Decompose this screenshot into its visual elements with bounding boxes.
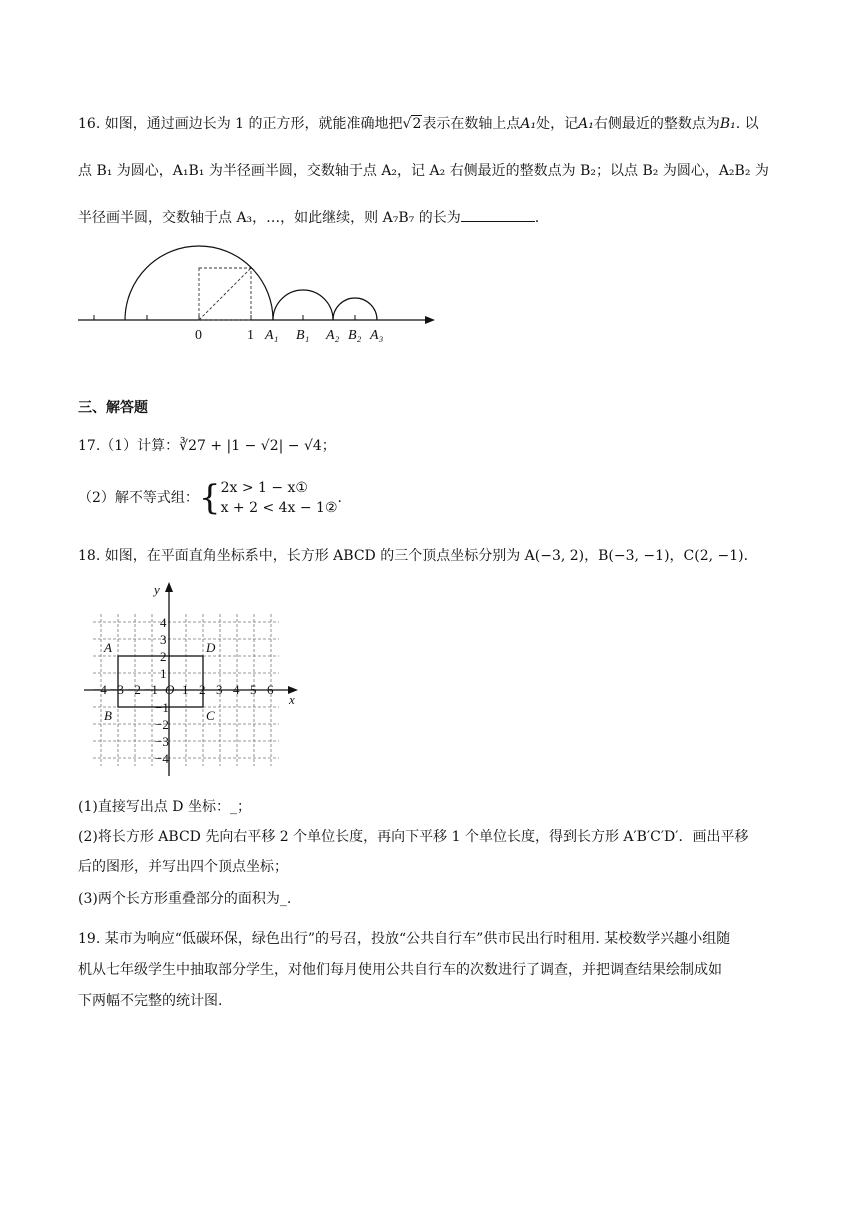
inequality-2: x + 2 < 4x − 1② bbox=[220, 500, 338, 516]
q17-part2 bbox=[78, 478, 342, 522]
y-tick-label: 3 bbox=[160, 632, 167, 647]
q17-part1-prefix: 17.（1）计算： bbox=[78, 438, 180, 454]
q16-line3 bbox=[78, 207, 539, 228]
x-tick-label: −3 bbox=[110, 682, 124, 697]
nl-label-b2: B₂ bbox=[348, 328, 362, 343]
q17-part1-expression: ∛27 + |1 − √2| − √4 bbox=[179, 438, 322, 454]
q16-line1 bbox=[78, 114, 759, 134]
nl-label-a1: A₁ bbox=[265, 328, 279, 343]
y-tick-label: −1 bbox=[155, 700, 169, 715]
x-tick-label: 5 bbox=[250, 682, 257, 697]
x-tick-label: 4 bbox=[233, 682, 240, 697]
q16-text-7: . bbox=[534, 210, 540, 226]
q16-text-2: 表示在数轴上点 bbox=[422, 116, 521, 132]
y-tick-label: −4 bbox=[155, 751, 169, 766]
q16-text-4: 右侧最近的整数点为 bbox=[593, 116, 720, 132]
q16-text-1: 16. 如图，通过画边长为 1 的正方形，就能准确地把 bbox=[78, 116, 403, 132]
section-title: 三、解答题 bbox=[78, 400, 148, 416]
x-tick-label: 6 bbox=[267, 682, 274, 697]
q16-sqrt-value: 2 bbox=[412, 116, 422, 132]
q17-part1-end: ； bbox=[321, 438, 336, 454]
q16-text-5: . 以 bbox=[735, 116, 759, 132]
y-tick-label: 1 bbox=[160, 666, 167, 681]
q18-sub3: (3)两个长方形重叠部分的面积为_. bbox=[78, 891, 292, 907]
y-tick-label: 2 bbox=[160, 649, 167, 664]
nl-label-0: 0 bbox=[195, 328, 202, 343]
q17-part2-end: . bbox=[337, 490, 342, 506]
nl-label-a3: A₃ bbox=[370, 328, 384, 343]
inequality-1: 2x > 1 − x① bbox=[220, 480, 308, 496]
q19-line3: 下两幅不完整的统计图. bbox=[78, 993, 223, 1009]
q17-part1 bbox=[78, 436, 336, 456]
q18-sub2b: 后的图形，并写出四个顶点坐标； bbox=[78, 859, 288, 875]
q18-intro: 18. 如图，在平面直角坐标系中，长方形 ABCD 的三个顶点坐标分别为 A(−3, 2)，B(−3, −1)，C(2, −1). bbox=[78, 548, 749, 564]
brace-symbol: { bbox=[198, 478, 221, 518]
inequality-system bbox=[221, 478, 338, 518]
x-tick-label: −1 bbox=[144, 682, 158, 697]
q19-line2: 机从七年级学生中抽取部分学生，对他们每月使用公共自行车的次数进行了调查，并把调查结果绘制成如 bbox=[78, 962, 722, 978]
q16-point-a1: A₁ bbox=[520, 116, 537, 132]
q16-line2: 点 B₁ 为圆心，A₁B₁ 为半径画半圆，交数轴于点 A₂，记 A₂ 右侧最近的整数点为 B₂；以点 B₂ 为圆心，A₂B₂ 为 bbox=[78, 163, 769, 179]
y-tick-label: −3 bbox=[155, 734, 169, 749]
point-label-a: A bbox=[104, 640, 112, 655]
x-tick-label: −4 bbox=[93, 682, 107, 697]
x-tick-label: 2 bbox=[199, 682, 206, 697]
q16-point-a1b: A₁ bbox=[578, 116, 594, 132]
axis-label-x: x bbox=[289, 692, 295, 707]
nl-label-b1: B₁ bbox=[296, 328, 310, 343]
y-tick-label: −2 bbox=[155, 717, 169, 732]
answer-blank[interactable] bbox=[461, 207, 535, 222]
axis-label-y: y bbox=[154, 582, 160, 597]
number-line-figure bbox=[70, 240, 450, 350]
coordinate-grid bbox=[84, 580, 314, 780]
q19-line1: 19. 某市为响应“低碳环保，绿色出行”的号召，投放“公共自行车”供市民出行时租用. 某校数学兴趣小组随 bbox=[78, 931, 731, 947]
q17-part2-prefix: （2）解不等式组： bbox=[78, 490, 199, 506]
nl-label-a2: A₂ bbox=[326, 328, 340, 343]
q18-sub2a: (2)将长方形 ABCD 先向右平移 2 个单位长度，再向下平移 1 个单位长度，得到长方形 A′B′C′D′．画出平移 bbox=[78, 829, 749, 845]
q18-sub1: (1)直接写出点 D 坐标：_； bbox=[78, 799, 251, 815]
y-tick-label: 4 bbox=[160, 615, 167, 630]
nl-label-1: 1 bbox=[247, 328, 254, 343]
x-tick-label: −2 bbox=[127, 682, 141, 697]
q16-text-3: 处，记 bbox=[536, 116, 579, 132]
x-tick-label: 1 bbox=[182, 682, 189, 697]
point-label-d: D bbox=[206, 640, 216, 655]
point-label-c: C bbox=[206, 708, 215, 723]
q16-text-6: 半径画半圆，交数轴于点 A₃，…，如此继续，则 A₇B₇ 的长为 bbox=[78, 210, 461, 226]
q16-point-b1: B₁ bbox=[719, 116, 736, 132]
x-tick-label: 3 bbox=[216, 682, 223, 697]
sqrt-symbol: √ bbox=[402, 116, 412, 132]
x-tick-label: O bbox=[165, 682, 175, 697]
point-label-b: B bbox=[104, 708, 112, 723]
